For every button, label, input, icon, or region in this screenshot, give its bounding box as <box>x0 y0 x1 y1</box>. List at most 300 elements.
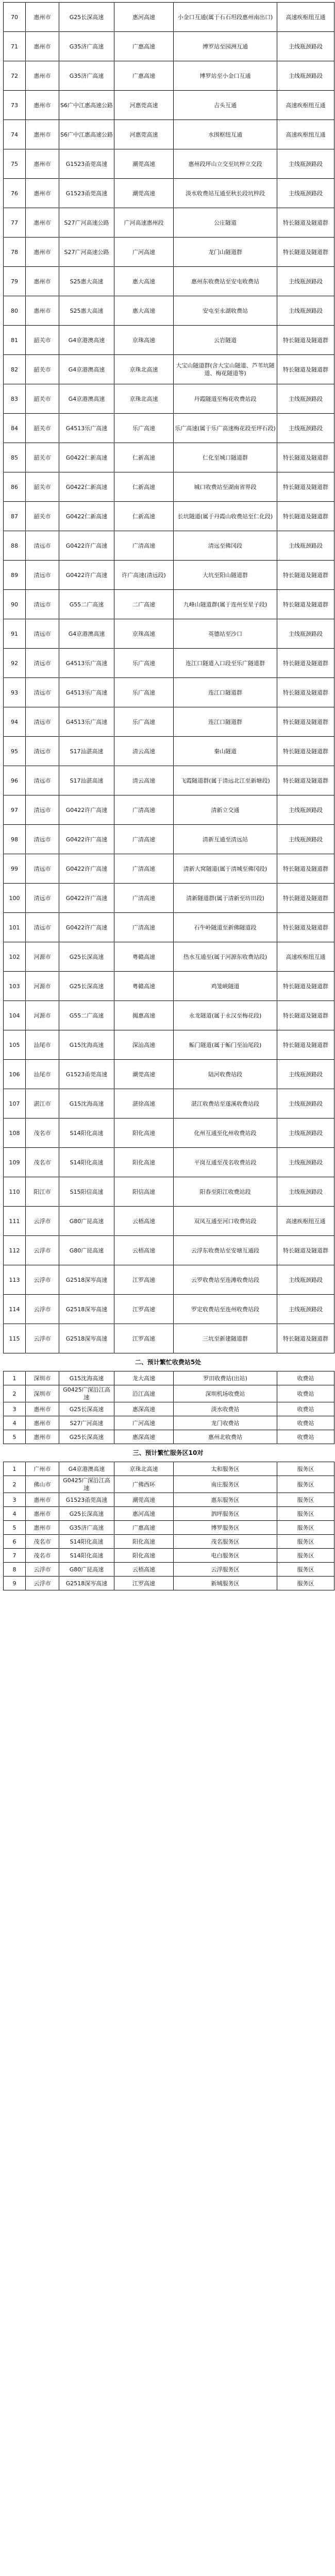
cell-city: 惠州市 <box>26 1416 59 1430</box>
cell-no: 79 <box>4 267 26 296</box>
cell-road: G25长深高速 <box>59 1430 114 1444</box>
cell-loc: 惠州北收费站 <box>174 1430 277 1444</box>
cell-no: 110 <box>4 1177 26 1207</box>
cell-section: 惠大高速 <box>114 267 174 296</box>
cell-no: 109 <box>4 1148 26 1177</box>
cell-city: 广州市 <box>26 1462 59 1476</box>
cell-city: 惠州市 <box>26 91 59 120</box>
cell-type: 收费站 <box>277 1430 334 1444</box>
cell-no: 85 <box>4 443 26 472</box>
cell-section: 粤赣高速 <box>114 972 174 1001</box>
section3-title: 三、预计繁忙服务区10对 <box>132 1449 204 1456</box>
table-row <box>4 1385 334 1402</box>
cell-section: 广佛西环 <box>114 1476 174 1493</box>
cell-road: G0422许广高速 <box>59 884 114 913</box>
cell-loc: 清新立交通 <box>174 795 277 825</box>
table-row <box>4 179 334 208</box>
cell-section: 惠河高速 <box>114 3 174 32</box>
cell-city: 云浮市 <box>26 1295 59 1324</box>
cell-section: 云梧高速 <box>114 1236 174 1265</box>
cell-section: 阳化高速 <box>114 1535 174 1549</box>
cell-no: 1 <box>4 1462 26 1476</box>
cell-loc: 英德站至沙口 <box>174 619 277 649</box>
cell-loc: 连江口隧道群 <box>174 707 277 737</box>
table-row <box>4 1295 334 1324</box>
table-row <box>4 1236 334 1265</box>
cell-road: G4京港澳高速 <box>59 326 114 355</box>
cell-loc: 云浮东收费站至安塘互通段 <box>174 1236 277 1265</box>
cell-road: S14阳化高速 <box>59 1148 114 1177</box>
cell-no: 108 <box>4 1118 26 1148</box>
cell-type: 服务区 <box>277 1577 334 1590</box>
table-row <box>4 854 334 884</box>
cell-city: 惠州市 <box>26 296 59 326</box>
cell-road: G0422许广高速 <box>59 795 114 825</box>
table-row <box>4 737 334 766</box>
cell-loc: 博罗服务区 <box>174 1521 277 1535</box>
cell-loc: 陆河收费站段 <box>174 1060 277 1089</box>
cell-road: G0425广深沿江高速 <box>59 1476 114 1493</box>
cell-city: 惠州市 <box>26 238 59 267</box>
cell-section: 阳信高速 <box>114 1177 174 1207</box>
cell-no: 81 <box>4 326 26 355</box>
cell-type: 特长隧道及隧道群 <box>277 766 334 795</box>
cell-loc: 鲘门隧道(属于鲘门至汕尾段) <box>174 1030 277 1060</box>
table-row <box>4 267 334 296</box>
cell-road: G35济广高速 <box>59 61 114 91</box>
cell-road: S6广中江惠高速公路 <box>59 120 114 149</box>
cell-no: 97 <box>4 795 26 825</box>
cell-city: 清远市 <box>26 707 59 737</box>
cell-no: 104 <box>4 1001 26 1030</box>
cell-no: 94 <box>4 707 26 737</box>
cell-type: 高速疾枢纽互通 <box>277 91 334 120</box>
cell-type: 主线瓶颈路段 <box>277 61 334 91</box>
cell-section: 云梧高速 <box>114 1563 174 1577</box>
cell-loc: 安屯至永湖收费站 <box>174 296 277 326</box>
table-row <box>4 1207 334 1236</box>
cell-road: G4513乐广高速 <box>59 414 114 443</box>
cell-type: 特长隧道及隧道群 <box>277 443 334 472</box>
cell-city: 云浮市 <box>26 1324 59 1353</box>
table-row <box>4 3 334 32</box>
cell-city: 茂名市 <box>26 1535 59 1549</box>
cell-type: 主线瓶颈路段 <box>277 1060 334 1089</box>
cell-loc: 公庄隧道 <box>174 208 277 238</box>
cell-section: 潮莞高速 <box>114 1493 174 1507</box>
cell-no: 2 <box>4 1385 26 1402</box>
cell-no: 90 <box>4 590 26 619</box>
cell-type: 特长隧道及隧道群 <box>277 238 334 267</box>
cell-section: 龙大高速 <box>114 1371 174 1385</box>
cell-type: 主线瓶颈路段 <box>277 414 334 443</box>
table-row <box>4 296 334 326</box>
cell-loc: 仁化至城口隧道群 <box>174 443 277 472</box>
main-table <box>3 2 334 1353</box>
cell-section: 广清高速 <box>114 913 174 942</box>
cell-loc: 飞霞隧道群(属于清远北江至新塘段) <box>174 766 277 795</box>
cell-type: 特长隧道及隧道群 <box>277 561 334 590</box>
table-row <box>4 942 334 972</box>
cell-section: 广河高速 <box>114 238 174 267</box>
cell-loc: 龙门收费站 <box>174 1416 277 1430</box>
cell-road: G4513乐广高速 <box>59 678 114 707</box>
cell-city: 惠州市 <box>26 1402 59 1416</box>
cell-city: 惠州市 <box>26 1493 59 1507</box>
cell-no: 4 <box>4 1507 26 1521</box>
table-row <box>4 1030 334 1060</box>
cell-section: 广清高速 <box>114 531 174 561</box>
cell-loc: 九峰山隧道群(属于连州至星子段) <box>174 590 277 619</box>
cell-no: 7 <box>4 1549 26 1563</box>
cell-loc: 淡水收费站互通至秋长段坑梓段 <box>174 179 277 208</box>
cell-no: 80 <box>4 296 26 326</box>
cell-loc: 大坑至阳山隧道群 <box>174 561 277 590</box>
cell-road: G25长深高速 <box>59 942 114 972</box>
cell-road: G80广昆高速 <box>59 1207 114 1236</box>
cell-section: 沿江高速 <box>114 1385 174 1402</box>
cell-type: 收费站 <box>277 1371 334 1385</box>
cell-section: 广清高速 <box>114 795 174 825</box>
cell-section: 江罗高速 <box>114 1324 174 1353</box>
cell-section: 江罗高速 <box>114 1265 174 1295</box>
cell-type: 高速疾枢纽互通 <box>277 1207 334 1236</box>
cell-type: 收费站 <box>277 1402 334 1416</box>
cell-type: 特长隧道及隧道群 <box>277 737 334 766</box>
cell-city: 惠州市 <box>26 267 59 296</box>
cell-city: 云浮市 <box>26 1236 59 1265</box>
cell-type: 特长隧道及隧道群 <box>277 590 334 619</box>
cell-section: 广河高速惠州段 <box>114 208 174 238</box>
document-body <box>3 2 333 1590</box>
cell-loc: 化州互通至化州收费站段 <box>174 1118 277 1148</box>
cell-loc: 秦山隧道 <box>174 737 277 766</box>
cell-section: 京珠北高速 <box>114 355 174 384</box>
cell-no: 9 <box>4 1577 26 1590</box>
cell-section: 潮莞高速 <box>114 149 174 179</box>
cell-no: 88 <box>4 531 26 561</box>
table-row <box>4 561 334 590</box>
cell-road: G15沈海高速 <box>59 1371 114 1385</box>
cell-no: 1 <box>4 1371 26 1385</box>
cell-type: 服务区 <box>277 1521 334 1535</box>
cell-no: 78 <box>4 238 26 267</box>
cell-city: 清远市 <box>26 737 59 766</box>
cell-city: 深圳市 <box>26 1371 59 1385</box>
table-row <box>4 238 334 267</box>
cell-type: 主线瓶颈路段 <box>277 1089 334 1118</box>
table-row <box>4 972 334 1001</box>
cell-loc: 大宝山隧道群(含大宝山隧道、芦苇坑隧道、梅花隧道等) <box>174 355 277 384</box>
cell-road: G2518深岑高速 <box>59 1577 114 1590</box>
cell-city: 清远市 <box>26 678 59 707</box>
cell-road: G4京港澳高速 <box>59 355 114 384</box>
cell-city: 韶关市 <box>26 355 59 384</box>
cell-city: 惠州市 <box>26 1430 59 1444</box>
cell-loc: 永龙隧道(属于永汉至梅花段) <box>174 1001 277 1030</box>
cell-road: G4京港澳高速 <box>59 619 114 649</box>
cell-loc: 丹霞隧道至梅花收费站段 <box>174 384 277 414</box>
cell-city: 清远市 <box>26 795 59 825</box>
cell-no: 89 <box>4 561 26 590</box>
cell-section: 广清高速 <box>114 884 174 913</box>
table-row <box>4 1462 334 1476</box>
cell-section: 河惠莞高速 <box>114 120 174 149</box>
cell-type: 主线瓶颈路段 <box>277 179 334 208</box>
cell-loc: 罗田收费站(出站) <box>174 1371 277 1385</box>
cell-section: 广清高速 <box>114 825 174 854</box>
cell-loc: 湛江收费站至遂溪收费站段 <box>174 1089 277 1118</box>
cell-road: G0422许广高速 <box>59 531 114 561</box>
cell-loc: 罗定收费站至连州收费站段 <box>174 1295 277 1324</box>
cell-no: 5 <box>4 1430 26 1444</box>
cell-no: 92 <box>4 649 26 678</box>
cell-type: 主线瓶颈路段 <box>277 619 334 649</box>
cell-type: 高速疾枢纽互通 <box>277 3 334 32</box>
cell-city: 清远市 <box>26 561 59 590</box>
cell-loc: 小金口互通(属于石石坦段惠州南出口) <box>174 3 277 32</box>
cell-loc: 茂名服务区 <box>174 1535 277 1549</box>
cell-type: 主线瓶颈路段 <box>277 795 334 825</box>
cell-road: G0422仁新高速 <box>59 502 114 531</box>
cell-loc: 新城服务区 <box>174 1577 277 1590</box>
cell-city: 云浮市 <box>26 1207 59 1236</box>
cell-type: 特长隧道及隧道群 <box>277 1324 334 1353</box>
cell-city: 韶关市 <box>26 502 59 531</box>
cell-no: 93 <box>4 678 26 707</box>
cell-road: S14阳化高速 <box>59 1535 114 1549</box>
cell-no: 106 <box>4 1060 26 1089</box>
cell-type: 特长隧道及隧道群 <box>277 854 334 884</box>
cell-section: 京珠北高速 <box>114 384 174 414</box>
cell-loc: 惠东服务区 <box>174 1493 277 1507</box>
cell-city: 韶关市 <box>26 472 59 502</box>
cell-no: 114 <box>4 1295 26 1324</box>
cell-loc: 惠州段坪山立交至坑梓立交段 <box>174 149 277 179</box>
cell-city: 云浮市 <box>26 1265 59 1295</box>
cell-no: 8 <box>4 1563 26 1577</box>
cell-road: G1523甬莞高速 <box>59 149 114 179</box>
cell-city: 汕尾市 <box>26 1030 59 1060</box>
section2-title: 二、预计繁忙收费站5处 <box>135 1359 202 1366</box>
table-row <box>4 1371 334 1385</box>
cell-loc: 石牛岭隧道至新佛隧道段 <box>174 913 277 942</box>
cell-loc: 泗坪服务区 <box>174 1507 277 1521</box>
cell-section: 广惠高速 <box>114 1521 174 1535</box>
cell-road: G25长深高速 <box>59 972 114 1001</box>
cell-loc: 惠州东收费站至安屯收费站 <box>174 267 277 296</box>
table-row <box>4 1535 334 1549</box>
cell-type: 特长隧道及隧道群 <box>277 355 334 384</box>
cell-type: 服务区 <box>277 1535 334 1549</box>
cell-city: 佛山市 <box>26 1476 59 1493</box>
cell-type: 特长隧道及隧道群 <box>277 972 334 1001</box>
cell-city: 阳江市 <box>26 1177 59 1207</box>
cell-no: 105 <box>4 1030 26 1060</box>
cell-type: 主线瓶颈路段 <box>277 1148 334 1177</box>
cell-road: G2518深岑高速 <box>59 1265 114 1295</box>
table-row <box>4 1118 334 1148</box>
cell-section: 江罗高速 <box>114 1295 174 1324</box>
cell-road: G0422许广高速 <box>59 913 114 942</box>
table-row <box>4 32 334 61</box>
cell-road: G2518深岑高速 <box>59 1295 114 1324</box>
cell-loc: 清远至佛冈段 <box>174 531 277 561</box>
table-row <box>4 1430 334 1444</box>
table-row <box>4 443 334 472</box>
cell-road: S14阳化高速 <box>59 1549 114 1563</box>
table-row <box>4 1416 334 1430</box>
table-row <box>4 1549 334 1563</box>
cell-city: 河源市 <box>26 972 59 1001</box>
cell-city: 茂名市 <box>26 1118 59 1148</box>
cell-city: 云浮市 <box>26 1563 59 1577</box>
cell-road: G2518深岑高速 <box>59 1324 114 1353</box>
cell-type: 特长隧道及隧道群 <box>277 678 334 707</box>
cell-type: 主线瓶颈路段 <box>277 32 334 61</box>
service-area-table <box>3 1462 334 1590</box>
cell-no: 100 <box>4 884 26 913</box>
cell-section: 清云高速 <box>114 766 174 795</box>
cell-loc: 清新大窝隧道(属于清城至佛冈段) <box>174 854 277 884</box>
cell-type: 特长隧道及隧道群 <box>277 208 334 238</box>
cell-section: 乐广高速 <box>114 414 174 443</box>
table-row <box>4 649 334 678</box>
table-row <box>4 1521 334 1535</box>
cell-city: 清远市 <box>26 913 59 942</box>
cell-city: 清远市 <box>26 825 59 854</box>
cell-road: G0425广深沿江高速 <box>59 1385 114 1402</box>
cell-type: 主线瓶颈路段 <box>277 296 334 326</box>
cell-no: 3 <box>4 1493 26 1507</box>
cell-city: 清远市 <box>26 531 59 561</box>
cell-section: 惠河高速 <box>114 1507 174 1521</box>
table-row <box>4 326 334 355</box>
cell-city: 云浮市 <box>26 1577 59 1590</box>
cell-section: 乐广高速 <box>114 678 174 707</box>
cell-type: 服务区 <box>277 1462 334 1476</box>
cell-type: 主线瓶颈路段 <box>277 531 334 561</box>
table-row <box>4 825 334 854</box>
cell-city: 河源市 <box>26 942 59 972</box>
cell-city: 韶关市 <box>26 384 59 414</box>
table-row <box>4 472 334 502</box>
cell-city: 惠州市 <box>26 208 59 238</box>
cell-section: 湛徐高速 <box>114 1089 174 1118</box>
cell-no: 70 <box>4 3 26 32</box>
cell-city: 韶关市 <box>26 326 59 355</box>
cell-no: 101 <box>4 913 26 942</box>
cell-city: 清远市 <box>26 854 59 884</box>
cell-no: 5 <box>4 1521 26 1535</box>
table-row <box>4 208 334 238</box>
cell-type: 特长隧道及隧道群 <box>277 472 334 502</box>
cell-no: 103 <box>4 972 26 1001</box>
table-row <box>4 1089 334 1118</box>
cell-no: 6 <box>4 1535 26 1549</box>
cell-city: 茂名市 <box>26 1148 59 1177</box>
cell-type: 特长隧道及隧道群 <box>277 326 334 355</box>
cell-road: G25长深高速 <box>59 1507 114 1521</box>
cell-section: 二广高速 <box>114 590 174 619</box>
cell-section: 乐广高速 <box>114 649 174 678</box>
cell-loc: 阳春至阳江收费站段 <box>174 1177 277 1207</box>
cell-section: 京珠北高速 <box>114 1462 174 1476</box>
cell-no: 75 <box>4 149 26 179</box>
cell-type: 服务区 <box>277 1549 334 1563</box>
cell-loc: 深圳机场收费站 <box>174 1385 277 1402</box>
cell-no: 72 <box>4 61 26 91</box>
cell-section: 仁新高速 <box>114 472 174 502</box>
cell-type: 特长隧道及隧道群 <box>277 502 334 531</box>
cell-road: G0422许广高速 <box>59 561 114 590</box>
cell-type: 特长隧道及隧道群 <box>277 707 334 737</box>
cell-road: S14阳化高速 <box>59 1118 114 1148</box>
cell-type: 服务区 <box>277 1493 334 1507</box>
cell-section: 广河高速 <box>114 1416 174 1430</box>
table-row <box>4 149 334 179</box>
cell-type: 主线瓶颈路段 <box>277 1295 334 1324</box>
cell-section: 京珠高速 <box>114 619 174 649</box>
cell-road: S17汕湛高速 <box>59 766 114 795</box>
cell-section: 阳化高速 <box>114 1148 174 1177</box>
cell-road: G80广昆高速 <box>59 1236 114 1265</box>
cell-section: 粤赣高速 <box>114 942 174 972</box>
cell-city: 河源市 <box>26 1001 59 1030</box>
table-row <box>4 1563 334 1577</box>
cell-city: 清远市 <box>26 649 59 678</box>
cell-loc: 长坑隧道(属于丹霞山收费站至仁化段) <box>174 502 277 531</box>
cell-section: 阳化高速 <box>114 1549 174 1563</box>
cell-road: S25惠大高速 <box>59 296 114 326</box>
cell-type: 主线瓶颈路段 <box>277 384 334 414</box>
cell-city: 韶关市 <box>26 414 59 443</box>
cell-city: 惠州市 <box>26 120 59 149</box>
table-row <box>4 913 334 942</box>
toll-station-table <box>3 1371 334 1444</box>
cell-road: G1523甬莞高速 <box>59 1060 114 1089</box>
cell-type: 主线瓶颈路段 <box>277 1118 334 1148</box>
table-row <box>4 590 334 619</box>
table-row <box>4 1001 334 1030</box>
table-row <box>4 707 334 737</box>
table-row <box>4 884 334 913</box>
cell-section: 广清高速 <box>114 854 174 884</box>
cell-section: 广惠高速 <box>114 61 174 91</box>
cell-loc: 平岗互通至茂名收费站段 <box>174 1148 277 1177</box>
cell-type: 特长隧道及隧道群 <box>277 649 334 678</box>
cell-loc: 电白服务区 <box>174 1549 277 1563</box>
cell-loc: 双凤互通至河口收费站段 <box>174 1207 277 1236</box>
cell-city: 清远市 <box>26 590 59 619</box>
cell-type: 主线瓶颈路段 <box>277 1265 334 1295</box>
cell-loc: 博罗站至小金口互通 <box>174 61 277 91</box>
cell-road: S15阳信高速 <box>59 1177 114 1207</box>
cell-city: 湛江市 <box>26 1089 59 1118</box>
table-row <box>4 1493 334 1507</box>
cell-road: G80广昆高速 <box>59 1563 114 1577</box>
table-row <box>4 1577 334 1590</box>
table-row <box>4 1148 334 1177</box>
cell-loc: 云罗收费站至连滩收费站段 <box>174 1265 277 1295</box>
cell-road: G0422许广高速 <box>59 825 114 854</box>
cell-section: 仁新高速 <box>114 443 174 472</box>
cell-section: 深汕高速 <box>114 1030 174 1060</box>
cell-type: 主线瓶颈路段 <box>277 267 334 296</box>
cell-section: 广惠高速 <box>114 32 174 61</box>
cell-type: 主线瓶颈路段 <box>277 149 334 179</box>
cell-section: 河惠莞高速 <box>114 91 174 120</box>
